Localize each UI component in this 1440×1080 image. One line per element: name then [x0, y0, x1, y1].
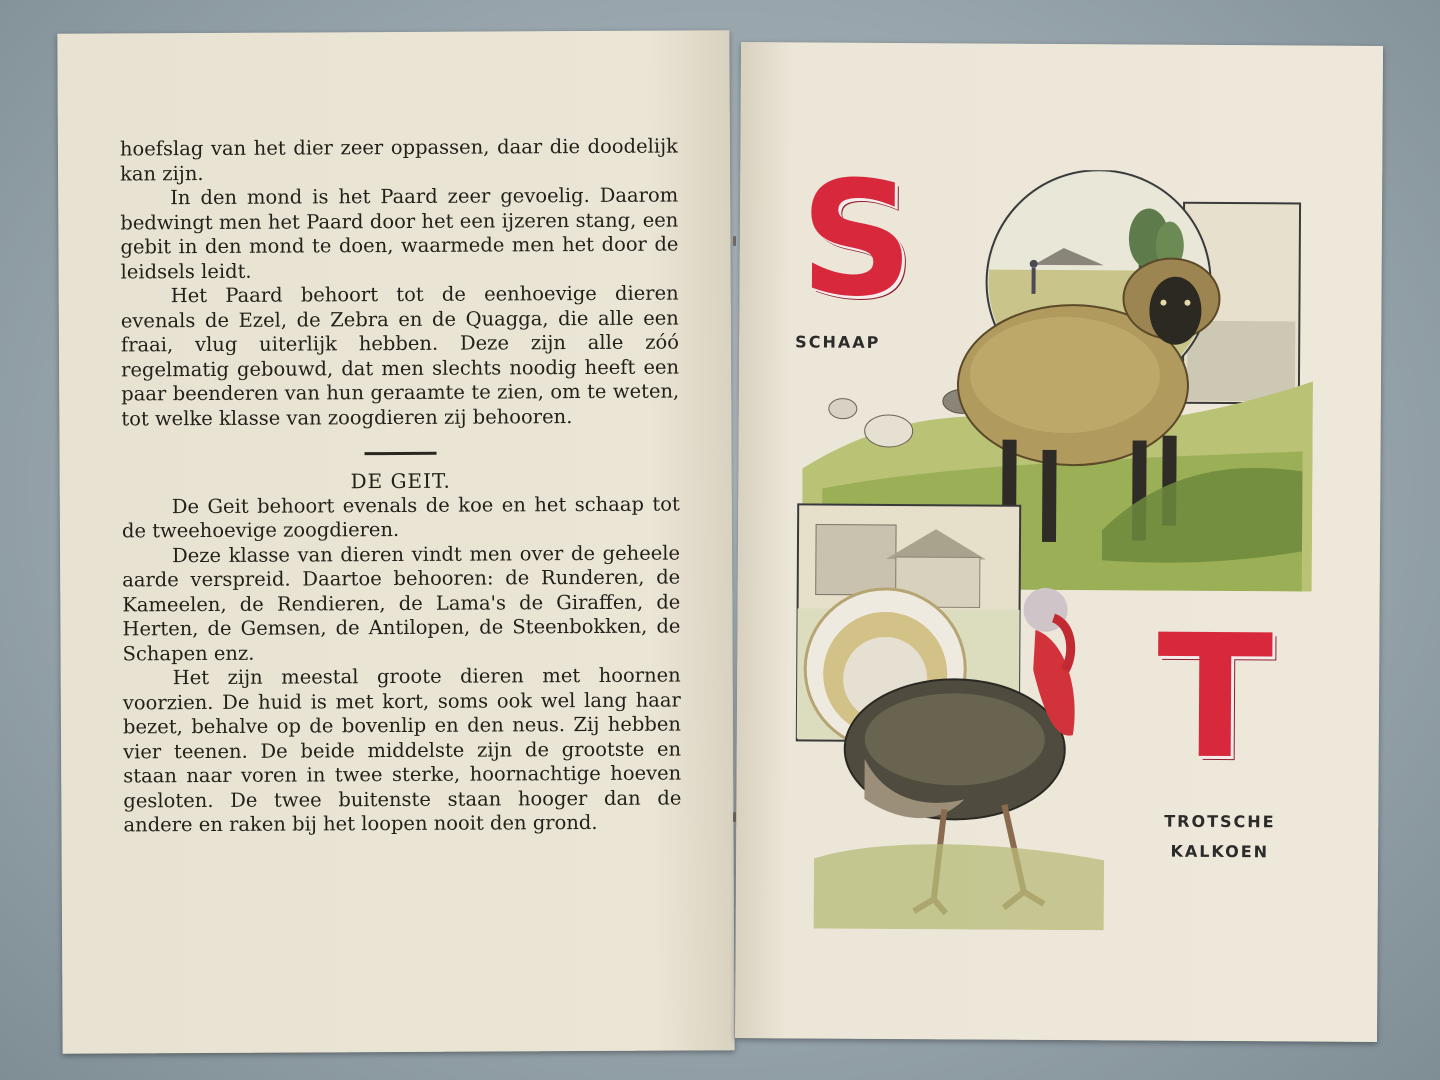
turkey-illustration — [794, 498, 1117, 930]
right-page — [735, 42, 1383, 1042]
caption-kalkoen-line2: KALKOEN — [1170, 841, 1270, 862]
paragraph-5: Deze klasse van dieren vindt men over de geheele aarde verspreid. Daartoe behooren: de Runderen, de Kameelen, de Rendieren, de Lama's de Giraffen, de Herten, de Gemsen, de Antilopen, de Steenbokken, de Schapen enz. — [122, 541, 681, 665]
section-heading: DE GEIT. — [350, 468, 451, 494]
paragraph-3: Het Paard behoort tot de eenhoevige dieren evenals de Ezel, de Zebra en de Quagga, die alle een fraai, vlug uiterlijk hebben. Deze zijn alle zóó regelmatig gebouwd, dat men slechts noodig heeft een paar beenderen van hun geraamte te zien, om te weten, tot welke klasse van zoogdieren zij behooren. — [120, 281, 680, 430]
section-divider — [365, 452, 437, 455]
paragraph-1: hoefslag van het dier zeer oppassen, daar die doodelijk kan zijn. — [119, 134, 678, 185]
paragraph-6: Het zijn meestal groote dieren met hoornen voorzien. De huid is met kort, soms ook wel lang haar bezet, behalve op de bovenlip en den neus. Zij hebben vier teenen. De beide middelste zijn de grootste en staan naar voren in twee sterke, hoornachtige hoeven gesloten. De twee buitenste staan hooger dan de andere en raken bij het loopen nooit den grond. — [122, 663, 682, 837]
paragraph-4: De Geit behoort evenals de koe en het schaap tot de tweehoevige zoogdieren. — [121, 492, 680, 543]
left-page — [57, 30, 734, 1054]
left-page-text — [120, 135, 682, 838]
binding-stitch — [733, 236, 736, 246]
caption-kalkoen-line1: TROTSCHE — [1164, 811, 1276, 832]
caption-kalkoen — [1164, 807, 1276, 868]
caption-schaap: SCHAAP — [795, 332, 881, 352]
paragraph-2: In den mond is het Paard zeer gevoelig. Daarom bedwingt men het Paard door het een ijzeren stang, een gebit in den mond te doen, waarmede men het door de leidsels leidt. — [120, 183, 679, 283]
alphabet-letter-t: T — [1156, 598, 1274, 798]
alphabet-letter-s: S — [799, 147, 915, 333]
